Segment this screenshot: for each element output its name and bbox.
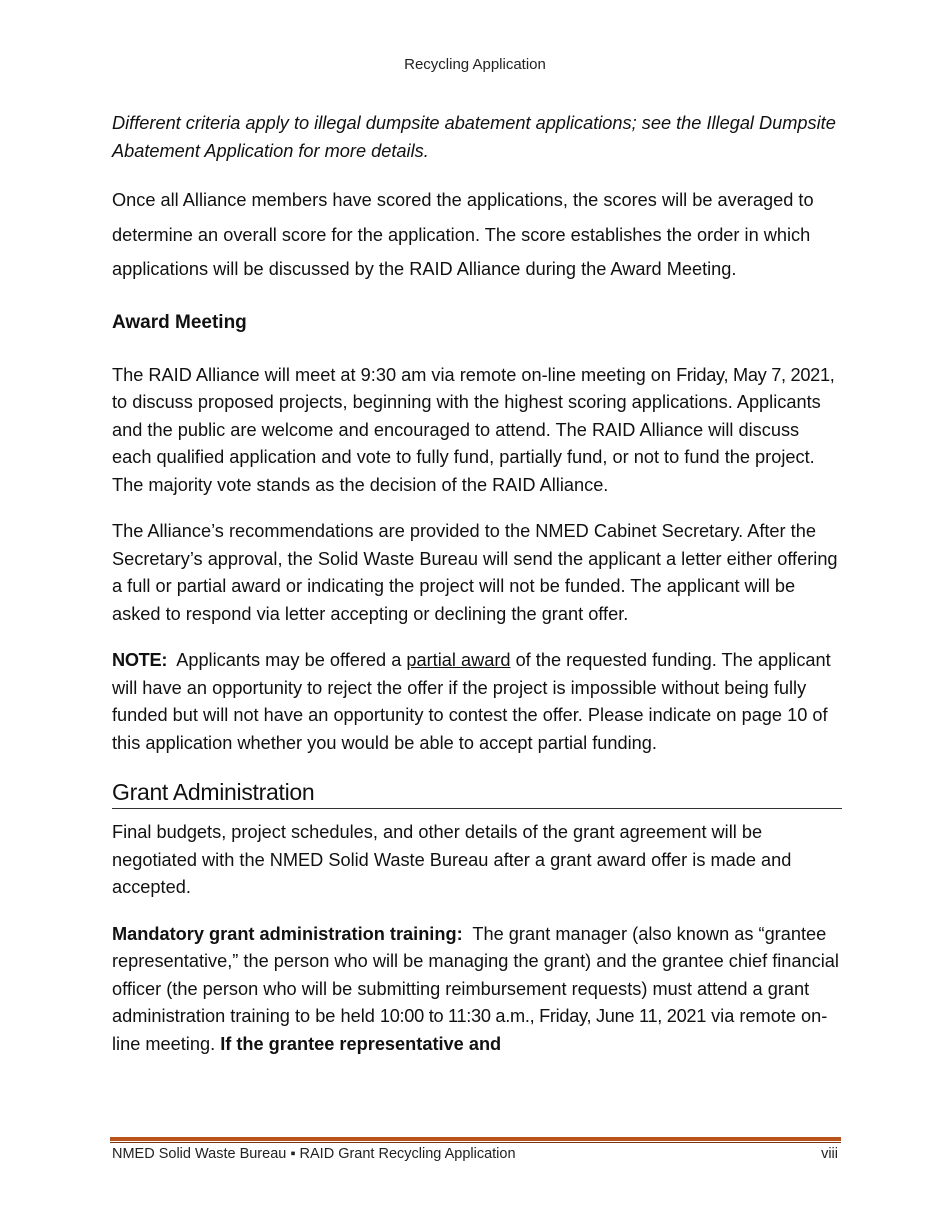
footer-rule — [110, 1137, 841, 1144]
training-text-2: via remote on-line meeting. — [112, 1006, 828, 1054]
page-number: viii — [821, 1146, 838, 1162]
final-budgets-paragraph: Final budgets, project schedules, and other details of the grant agreement will be negotiated with the NMED Solid Waste Bureau after a grant award offer is made and accepted. — [112, 822, 792, 897]
award-meeting-text-2: to discuss proposed projects, beginning with the highest scoring applications. Applicants and the public are welcome and encouraged to attend. The RAID Alliance will discuss each qualified application and vote to fully fund, partially fund, or not to fund the project. The majority vote stands as the decision of the RAID Alliance. — [112, 392, 821, 495]
partial-award-link: partial award — [406, 650, 511, 670]
note-label: NOTE: — [112, 650, 168, 670]
page-header-title: Recycling Application — [404, 56, 546, 73]
award-meeting-paragraph — [112, 362, 842, 500]
footer-text: NMED Solid Waste Bureau ▪ RAID Grant Recycling Application — [112, 1146, 516, 1162]
page-content — [112, 110, 842, 1058]
training-date: 10:00 to 11:30 a.m., Friday, June 11, 2021 — [379, 1006, 707, 1026]
training-bold-tail: If the grantee representative and — [220, 1033, 502, 1054]
award-meeting-date: Friday, May 7, 2021, — [676, 364, 835, 385]
recommendations-paragraph: The Alliance’s recommendations are provided to the NMED Cabinet Secretary. After the Secretary’s approval, the Solid Waste Bureau will send the applicant a letter either offering a full or partial award or indicating the project will not be funded. The applicant will be asked to respond via letter accepting or declining the grant offer. — [112, 521, 838, 624]
note-text-2: of the requested funding. The applicant will have an opportunity to reject the offer if the project is impossible without being fully funded but will not have an opportunity to contest the offer. Please indicate on page 10 of this application whether you would be able to accept partial funding. — [112, 650, 831, 753]
scoring-paragraph: Once all Alliance members have scored the applications, the scores will be averaged to determine an overall score for the application. The score establishes the order in which applications will be discussed by the RAID Alliance during the Award Meeting. — [112, 190, 814, 279]
training-label: Mandatory grant administration training: — [112, 923, 463, 944]
training-text-1: The grant manager (also known as “grantee representative,” the person who will be managing the grant) and the grantee chief financial officer (the person who will be submitting reimbursement requests) must attend a grant administration training to be held — [112, 923, 844, 1026]
illegal-dumpsite-note: Different criteria apply to illegal dumpsite abatement applications; see the Illegal Dumpsite Abatement Application for more details. — [112, 113, 836, 161]
grant-administration-heading: Grant Administration — [112, 777, 842, 809]
training-paragraph — [112, 921, 842, 1059]
partial-award-note — [112, 647, 842, 757]
award-meeting-heading: Award Meeting — [112, 311, 247, 333]
note-text-1: Applicants may be offered a — [167, 650, 407, 670]
award-meeting-text-1: The RAID Alliance will meet at 9:30 am via remote on-line meeting on — [112, 364, 677, 385]
footer-rule-thin — [110, 1142, 841, 1143]
